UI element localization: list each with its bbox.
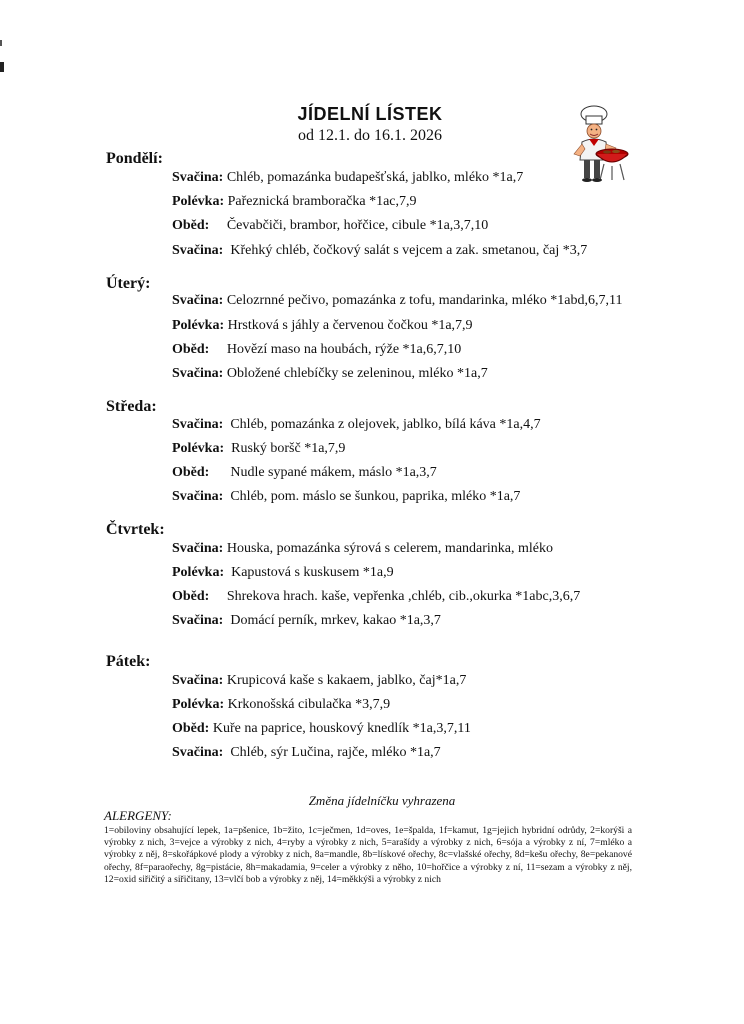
meal-row [172, 465, 437, 481]
meal-row [172, 541, 553, 557]
scan-mark [0, 40, 2, 46]
meal-text: Celozrnné pečivo, pomazánka z tofu, mandarinka, mléko *1abd,6,7,11 [226, 293, 623, 308]
meal-row [172, 218, 488, 234]
meal-text: Houska, pomazánka sýrová s celerem, mandarinka, mléko [226, 541, 554, 556]
meal-text: Obložené chlebíčky se zeleninou, mléko *1a,7 [226, 366, 488, 381]
meal-row [172, 589, 580, 605]
meal-label: Svačina: [172, 489, 224, 504]
meal-text: Čevabčiči, brambor, hořčice, cibule *1a,3,7,10 [226, 218, 489, 233]
meal-text: Chléb, sýr Lučina, rajče, mléko *1a,7 [230, 745, 441, 760]
meal-row [172, 745, 441, 761]
day-heading: Pátek: [106, 653, 151, 670]
meal-row [172, 243, 587, 259]
meal-row [172, 489, 520, 505]
meal-text: Krupicová kaše s kakaem, jablko, čaj*1a,7 [226, 673, 467, 688]
allergens-heading: ALERGENY: [104, 808, 172, 823]
scan-mark [0, 62, 4, 72]
meal-row [172, 170, 523, 186]
chef-icon [570, 104, 634, 184]
menu-change-note: Změna jídelníčku vyhrazena [308, 793, 456, 808]
meal-text: Kapustová s kuskusem *1a,9 [231, 565, 394, 580]
meal-label: Oběd: [172, 218, 210, 233]
meal-row [172, 673, 466, 689]
meal-label: Svačina: [172, 366, 224, 381]
allergens-list: 1=obiloviny obsahující lepek, 1a=pšenice, 1b=žito, 1c=ječmen, 1d=oves, 1e=špalda, 1f=kamut, 1g=jejich hybridní odrůdy, 2=korýši a výrobky z nich, 3=vejce a výrobky z nich, 4=ryby a výrobky z nich, 5=arašídy a výrobky z nich, 6=sója a výrobky z ní, 7=mléko a výrobky z něj, 8=skořápkové plody a výrobky z nich, 8a=mandle, 8b=lískové ořechy, 8c=vlašské ořechy, 8d=kešu ořechy, 8e=pekanové ořechy, 8f=paraořechy, 8g=pistácie, 8h=makadamia, 9=celer a výrobky z něho, 10=hořčice a výrobky z ní, 11=sezam a výrobky z něj, 12=oxid siřičitý a siřičitany, 13=vlčí bob a výrobky z něj, 14=měkkýši a výrobky z nich [104, 825, 632, 885]
meal-text: Nudle sypané mákem, máslo *1a,3,7 [230, 465, 437, 480]
meal-label: Oběd: [172, 465, 210, 480]
meal-text: Chléb, pomazánka budapešťská, jablko, mléko *1a,7 [226, 170, 524, 185]
meal-row [172, 721, 471, 737]
meal-text: Shrekova hrach. kaše, vepřenka ,chléb, cib.,okurka *1abc,3,6,7 [226, 589, 581, 604]
date-range: od 12.1. do 16.1. 2026 [298, 127, 442, 144]
meal-label: Polévka: [172, 194, 225, 209]
meal-label: Oběd: [172, 721, 210, 736]
meal-row [172, 342, 461, 358]
meal-label: Svačina: [172, 673, 224, 688]
meal-label: Svačina: [172, 417, 224, 432]
meal-label: Svačina: [172, 243, 224, 258]
meal-text: Chléb, pom. máslo se šunkou, paprika, mléko *1a,7 [230, 489, 521, 504]
meal-text: Chléb, pomazánka z olejovek, jablko, bílá káva *1a,4,7 [230, 417, 541, 432]
meal-label: Svačina: [172, 293, 224, 308]
meal-text: Křehký chléb, čočkový salát s vejcem a zak. smetanou, čaj *3,7 [230, 243, 588, 258]
page-title: JÍDELNÍ LÍSTEK [297, 104, 443, 124]
meal-row [172, 366, 488, 382]
meal-row [172, 565, 394, 581]
meal-label: Svačina: [172, 613, 224, 628]
meal-label: Svačina: [172, 541, 224, 556]
day-heading: Úterý: [106, 275, 151, 292]
meal-text: Ruský boršč *1a,7,9 [231, 441, 346, 456]
meal-text: Kuře na paprice, houskový knedlík *1a,3,7,11 [212, 721, 471, 736]
day-heading: Středa: [106, 398, 157, 415]
meal-row [172, 293, 622, 309]
meal-text: Hrstková s jáhly a červenou čočkou *1a,7,9 [227, 318, 473, 333]
meal-label: Svačina: [172, 170, 224, 185]
meal-label: Polévka: [172, 441, 225, 456]
meal-text: Domácí perník, mrkev, kakao *1a,3,7 [230, 613, 441, 628]
meal-row [172, 441, 345, 457]
meal-text: Pařeznická bramboračka *1ac,7,9 [227, 194, 417, 209]
meal-label: Oběd: [172, 342, 210, 357]
meal-label: Svačina: [172, 745, 224, 760]
meal-label: Polévka: [172, 318, 225, 333]
meal-row [172, 194, 417, 210]
meal-label: Polévka: [172, 565, 225, 580]
meal-label: Polévka: [172, 697, 225, 712]
meal-row [172, 417, 541, 433]
meal-row [172, 697, 390, 713]
meal-row [172, 318, 473, 334]
day-heading: Čtvrtek: [106, 521, 165, 538]
meal-row [172, 613, 441, 629]
meal-text: Krkonošská cibulačka *3,7,9 [227, 697, 391, 712]
meal-text: Hovězí maso na houbách, rýže *1a,6,7,10 [226, 342, 462, 357]
day-heading: Pondělí: [106, 150, 163, 167]
meal-label: Oběd: [172, 589, 210, 604]
